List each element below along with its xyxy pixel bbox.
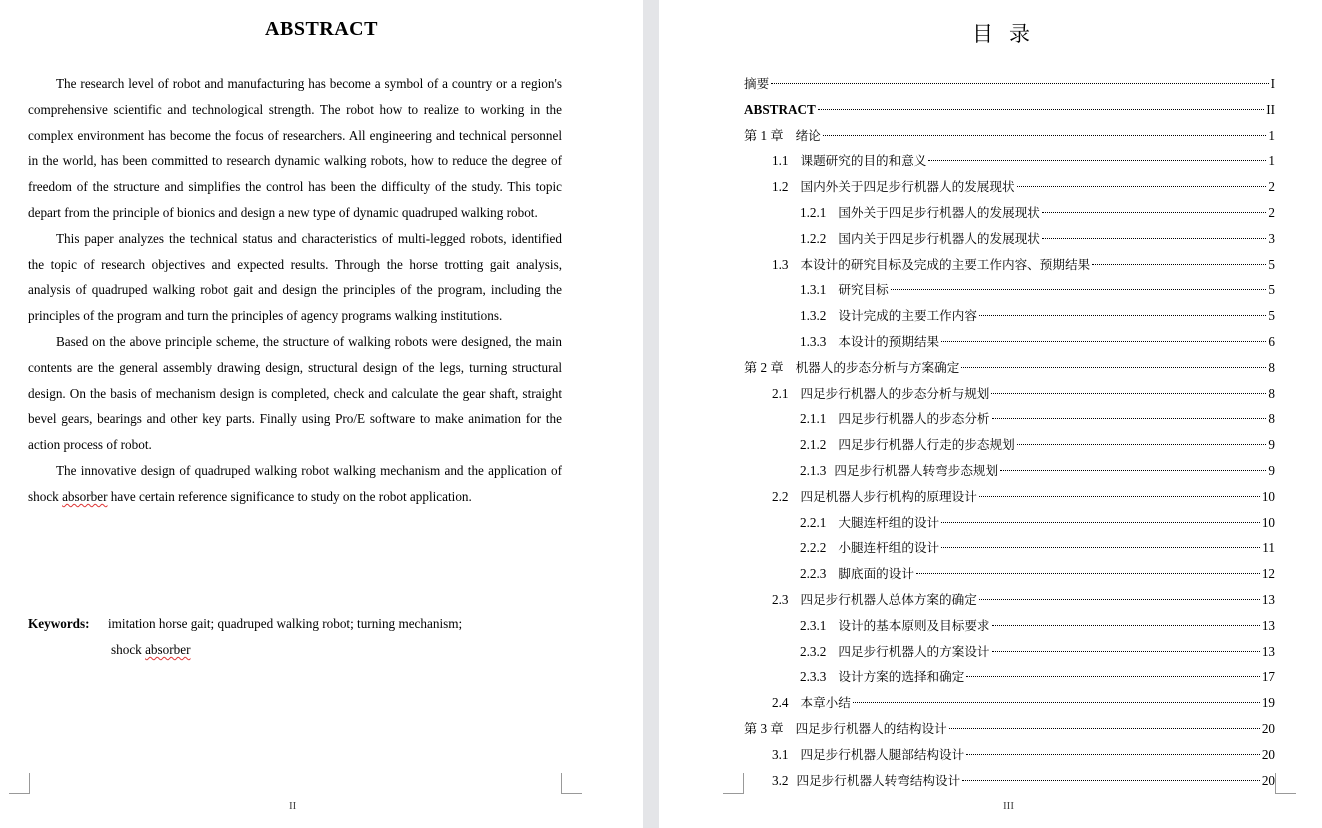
toc-entry-page: 2 [1268, 179, 1275, 195]
toc-leader-dots [962, 780, 1260, 781]
toc-entry[interactable] [744, 71, 1275, 97]
toc-entry-title: 国内外关于四足步行机器人的发展现状 [800, 179, 1015, 195]
abstract-paragraph[interactable]: Based on the above principle scheme, the structure of walking robots were designed, the main contents are the general assembly drawing design, structural design of the legs, turning structural design. On the basis of mechanism design is completed, check and calculate the gear shaft, straight bevel gears, bearings and other key parts. Finally using Pro/E software to make animation for the action process of robot. [28, 333, 562, 453]
page-gap [643, 0, 659, 828]
toc-entry-page: 1 [1268, 127, 1275, 143]
toc-entry[interactable] [744, 510, 1275, 536]
toc-entry[interactable] [744, 355, 1275, 381]
toc-entry-title: ABSTRACT [744, 101, 816, 117]
toc-leader-dots [1000, 470, 1266, 471]
toc-entry-number: 1.3.3 [800, 333, 827, 349]
toc-leader-dots [771, 83, 1268, 84]
toc-entry-page: 8 [1268, 385, 1275, 401]
keywords-line: imitation horse gait; quadruped walking robot; turning mechanism; [108, 616, 463, 631]
toc-entry-page: 20 [1261, 720, 1275, 736]
page-number: II [289, 800, 297, 812]
toc-leader-dots [992, 418, 1267, 419]
keywords-label: Keywords: [28, 616, 90, 631]
toc-entry-page: 3 [1268, 230, 1275, 246]
spellcheck-word[interactable]: absorber [62, 488, 108, 504]
toc-leader-dots [891, 289, 1267, 290]
toc-leader-dots [966, 676, 1260, 677]
page-corner-mark [1275, 773, 1296, 794]
abstract-page [0, 0, 643, 828]
toc-entry[interactable] [744, 226, 1275, 252]
toc-leader-dots [1017, 186, 1267, 187]
toc-entry-title: 四足机器人步行机构的原理设计 [800, 488, 977, 504]
toc-entry-title: 大腿连杆组的设计 [838, 514, 940, 530]
toc-leader-dots [916, 573, 1260, 574]
toc-entry-number: 1.2.1 [800, 204, 827, 220]
toc-entry-title: 脚底面的设计 [838, 566, 914, 582]
toc-entry-page: 5 [1268, 282, 1275, 298]
toc-entry-number: 2.3.3 [800, 669, 827, 685]
toc-entry-page: 6 [1268, 333, 1275, 349]
toc-entry-number: 2.1.2 [800, 437, 827, 453]
toc-entry-number: 3.1 [772, 746, 789, 762]
toc-entry-page: 1 [1268, 153, 1275, 169]
toc-entry-page: 13 [1261, 643, 1275, 659]
toc-entry-page: 20 [1261, 746, 1275, 762]
toc-leader-dots [1042, 212, 1267, 213]
toc-entry-title: 本设计的预期结果 [838, 333, 940, 349]
toc-entry-number: 2.2.3 [800, 566, 827, 582]
toc-entry[interactable] [744, 381, 1275, 407]
toc-entry[interactable] [744, 484, 1275, 510]
toc-entry-number: 2.2.2 [800, 540, 827, 556]
toc-entry[interactable] [744, 535, 1275, 561]
toc-entry-page: 5 [1268, 256, 1275, 272]
abstract-paragraph[interactable] [28, 458, 562, 510]
toc-entry-number: 2.3.2 [800, 643, 827, 659]
toc-entry-title: 机器人的步态分析与方案确定 [795, 359, 960, 375]
toc-entry[interactable] [744, 97, 1275, 123]
toc-page [659, 0, 1322, 828]
toc-entry-page: 5 [1268, 308, 1275, 324]
toc-entry-page: 9 [1268, 462, 1275, 478]
toc-entry-number: 2.2.1 [800, 514, 827, 530]
toc-entry[interactable] [744, 768, 1275, 794]
toc-leader-dots [979, 599, 1260, 600]
toc-entry-title: 设计完成的主要工作内容 [838, 308, 977, 324]
toc-entry-number: 1.3 [772, 256, 789, 272]
toc-entry-page: 10 [1261, 488, 1275, 504]
toc-entry-number: 第 2 章 [744, 359, 784, 375]
keywords-line: shock [111, 641, 146, 657]
toc-leader-dots [941, 341, 1266, 342]
toc-leader-dots [992, 625, 1260, 626]
toc-entry[interactable] [744, 329, 1275, 355]
toc-entry-title: 本设计的研究目标及完成的主要工作内容、预期结果 [800, 256, 1091, 272]
toc-leader-dots [1042, 238, 1267, 239]
toc-entry-number: 2.1.1 [800, 411, 827, 427]
toc-entry-page: 10 [1261, 514, 1275, 530]
toc-entry-title: 课题研究的目的和意义 [800, 153, 927, 169]
toc-entry-page: 8 [1268, 411, 1275, 427]
keywords-block[interactable] [28, 611, 568, 663]
toc-leader-dots [961, 367, 1266, 368]
toc-entry[interactable] [744, 277, 1275, 303]
toc-entry-page: 20 [1261, 772, 1275, 788]
spellcheck-word[interactable]: absorber [145, 641, 191, 657]
toc-entry-title: 设计方案的选择和确定 [838, 669, 965, 685]
page-number: III [1003, 800, 1014, 812]
toc-leader-dots [1017, 444, 1267, 445]
toc-entry-page: II [1266, 101, 1275, 117]
toc-entry-page: 13 [1261, 591, 1275, 607]
toc-entry[interactable] [744, 716, 1275, 742]
toc-entry-title: 四足步行机器人的步态分析与规划 [800, 385, 990, 401]
toc-leader-dots [853, 702, 1260, 703]
toc-entry-number: 3.2 [772, 772, 789, 788]
toc-entry-number: 2.4 [772, 695, 789, 711]
toc-entry[interactable] [744, 742, 1275, 768]
toc-leader-dots [823, 135, 1267, 136]
toc-leader-dots [941, 547, 1260, 548]
toc-entry-title: 四足步行机器人的方案设计 [838, 643, 990, 659]
toc-entry[interactable] [744, 458, 1275, 484]
toc-entry[interactable] [744, 690, 1275, 716]
toc-entry[interactable] [744, 613, 1275, 639]
toc-leader-dots [979, 496, 1260, 497]
toc-entry-number: 2.1.3 [800, 462, 827, 478]
toc-entry-title: 摘要 [744, 76, 770, 91]
toc-leader-dots [941, 522, 1260, 523]
toc-entry-title: 设计的基本原则及目标要求 [838, 617, 990, 633]
toc-entry[interactable] [744, 406, 1275, 432]
toc-entry-number: 1.1 [772, 153, 789, 169]
toc-leader-dots [966, 754, 1260, 755]
page-corner-mark [561, 773, 582, 794]
toc-entry-title: 四足步行机器人转弯步态规划 [834, 462, 999, 478]
toc-entry-number: 1.2.2 [800, 230, 827, 246]
toc-entry-title: 研究目标 [838, 282, 889, 298]
toc-entry-title: 国外关于四足步行机器人的发展现状 [838, 204, 1040, 220]
toc-entry[interactable] [744, 561, 1275, 587]
paragraph-text: have certain reference significance to study on the robot application. [107, 488, 472, 504]
toc-entry-number: 2.2 [772, 488, 789, 504]
abstract-paragraph[interactable]: The research level of robot and manufacturing has become a symbol of a country or a region's comprehensive scientific and technological strength. The robot how to realize to working in the complex environment has become the focus of researchers. All engineering and technical personnel in the world, has been committed to research dynamic walking robots, how to reduce the degree of freedom of the structure and simplifies the control has been the difficulty of the study. This topic depart from the principle of bionics and design a new type of dynamic quadruped walking robot. [28, 76, 562, 220]
toc-entry-page: 19 [1261, 695, 1275, 711]
toc-entry-title: 四足步行机器人行走的步态规划 [838, 437, 1015, 453]
page-title: 目录 [972, 22, 1046, 46]
toc-entry-page: 12 [1261, 566, 1275, 582]
toc-entry-page: 9 [1268, 437, 1275, 453]
toc-leader-dots [991, 393, 1266, 394]
page-corner-mark [723, 773, 744, 794]
toc-entry-page: I [1270, 76, 1275, 91]
toc-entry[interactable] [744, 252, 1275, 278]
toc-entry-title: 绪论 [795, 127, 821, 143]
toc-entry-number: 1.2 [772, 179, 789, 195]
toc-entry-number: 2.3.1 [800, 617, 827, 633]
page-corner-mark [9, 773, 30, 794]
toc-entry-number: 第 3 章 [744, 720, 784, 736]
toc-leader-dots [1092, 264, 1266, 265]
toc-entry-page: 11 [1262, 540, 1275, 556]
toc-leader-dots [949, 728, 1260, 729]
toc-entry-title: 四足步行机器人腿部结构设计 [800, 746, 965, 762]
toc-entry-number: 1.3.2 [800, 308, 827, 324]
toc-entry-page: 17 [1261, 669, 1275, 685]
abstract-paragraph[interactable]: This paper analyzes the technical status and characteristics of multi-legged robots, identified the topic of research objectives and expected results. Through the horse trotting gait analysis, analysis of quadruped walking robot gait and design the principles of the program, including the principles of the program and turn the principles of agency programs walking institutions. [28, 230, 562, 324]
toc-entry-number: 2.3 [772, 591, 789, 607]
toc-entry[interactable] [744, 200, 1275, 226]
toc-entry-title: 本章小结 [800, 695, 851, 711]
toc-entry-title: 四足步行机器人转弯结构设计 [796, 772, 961, 788]
toc-entry[interactable] [744, 123, 1275, 149]
toc-entry-page: 2 [1268, 204, 1275, 220]
abstract-body[interactable] [28, 71, 562, 510]
toc-entry[interactable] [744, 639, 1275, 665]
toc-entry-number: 第 1 章 [744, 127, 784, 143]
toc-entry[interactable] [744, 303, 1275, 329]
toc-entry[interactable] [744, 587, 1275, 613]
toc-entry-title: 四足步行机器人的结构设计 [795, 720, 947, 736]
toc-entry-title: 四足步行机器人的步态分析 [838, 411, 990, 427]
toc-entry-page: 8 [1268, 359, 1275, 375]
toc-entry-title: 四足步行机器人总体方案的确定 [800, 591, 977, 607]
toc-entry[interactable] [744, 174, 1275, 200]
toc-entry[interactable] [744, 148, 1275, 174]
toc-leader-dots [928, 160, 1266, 161]
toc-leader-dots [992, 651, 1260, 652]
toc-leader-dots [979, 315, 1267, 316]
paragraph-text: The innovative design of quadruped walking robot walking mechanism and the application of shock [28, 462, 562, 504]
toc-entry[interactable] [744, 664, 1275, 690]
toc-entry-page: 13 [1261, 617, 1275, 633]
toc-entry-title: 国内关于四足步行机器人的发展现状 [838, 230, 1040, 246]
page-title: ABSTRACT [265, 18, 378, 40]
toc-entry-title: 小腿连杆组的设计 [838, 540, 940, 556]
table-of-contents[interactable] [744, 71, 1275, 793]
toc-entry[interactable] [744, 432, 1275, 458]
toc-leader-dots [818, 109, 1264, 110]
toc-entry-number: 1.3.1 [800, 282, 827, 298]
toc-entry-number: 2.1 [772, 385, 789, 401]
